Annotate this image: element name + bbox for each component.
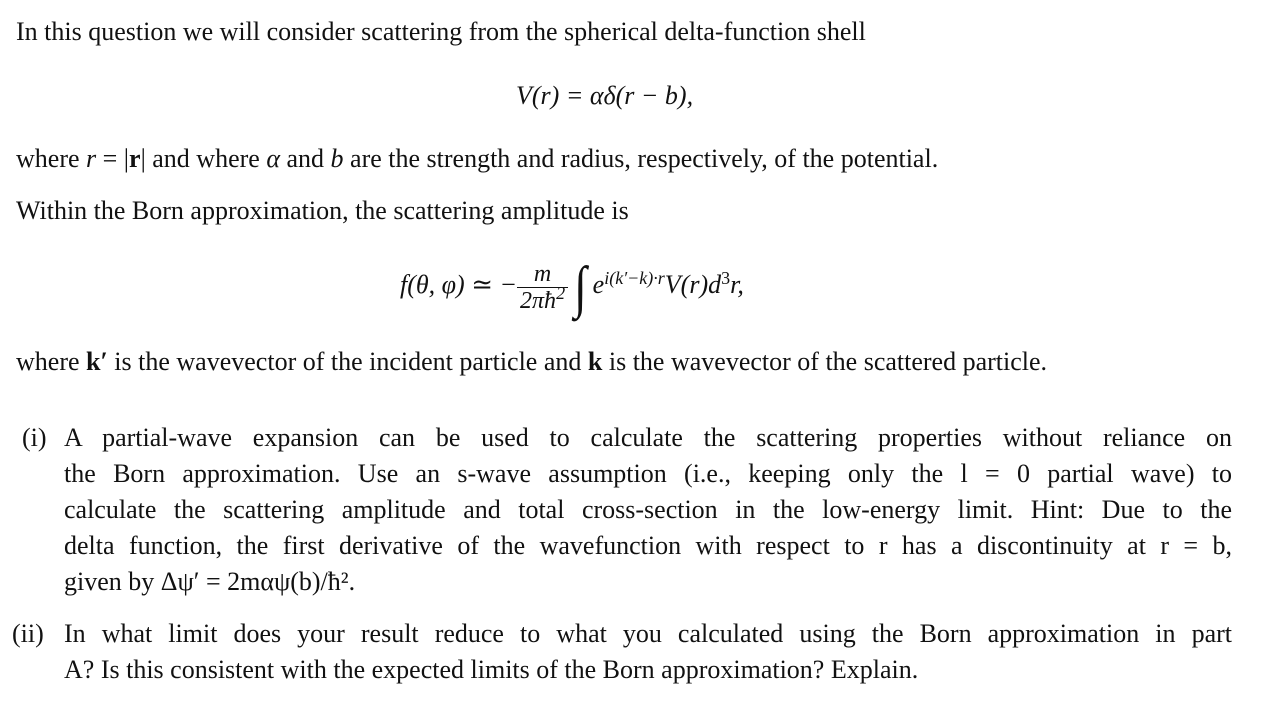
part-i-label: (i)	[22, 423, 47, 452]
part-ii-body	[64, 616, 1232, 688]
part-i-body	[64, 420, 1232, 600]
amplitude-lhs: f(θ, φ) ≃ −	[400, 270, 518, 299]
integral-sign: ∫	[574, 254, 587, 319]
part-ii-line: A? Is this consistent with the expected limits of the Born approximation? Explain.	[64, 655, 919, 684]
part-ii-line: In what limit does your result reduce to what you calculated using the Born approximation in part	[64, 619, 1232, 648]
potential-and-measure: V(r)d	[664, 270, 722, 299]
fraction-numerator: m	[517, 261, 568, 288]
born-approximation-sentence: Within the Born approximation, the scattering amplitude is	[16, 196, 629, 225]
part-ii-label: (ii)	[12, 619, 44, 648]
potential-equation	[516, 78, 693, 114]
potential-equation-text: V(r) = αδ(r − b),	[516, 81, 694, 110]
part-i-line: the Born approximation. Use an s-wave assumption (i.e., keeping only the l = 0 partial wave) to	[64, 459, 1232, 488]
intro-sentence: In this question we will consider scattering from the spherical delta-function shell	[16, 17, 866, 46]
where-line: where r = |r| and where α and b are the strength and radius, respectively, of the potential.	[16, 144, 939, 173]
amplitude-fraction	[517, 261, 568, 314]
exponential-base: e	[592, 270, 605, 299]
wavevector-sentence: where k′ is the wavevector of the incident particle and k is the wavevector of the scattered particle.	[16, 347, 1048, 376]
scattering-amplitude-equation: f(θ, φ) ≃ − $\frac{m}{2\pi ħ^2}$ ∫ $e^{i(k'-k)\cdot r}V(r)d^3r$,	[400, 253, 744, 317]
part-i-line: given by Δψ′ = 2mαψ(b)/ħ².	[64, 567, 356, 596]
equation-tail: r,	[730, 270, 744, 299]
part-i-line: calculate the scattering amplitude and total cross-section in the low-energy limit. Hint: Due to the	[64, 495, 1232, 524]
fraction-denominator: $2\pi ħ^2$	[520, 282, 566, 314]
part-i-line: A partial-wave expansion can be used to calculate the scattering properties without reliance on	[64, 423, 1232, 452]
part-i-line: delta function, the first derivative of the wavefunction with respect to r has a discontinuity at r = b,	[64, 531, 1232, 560]
exponential-exponent: i(k′−k)·r	[604, 268, 665, 288]
